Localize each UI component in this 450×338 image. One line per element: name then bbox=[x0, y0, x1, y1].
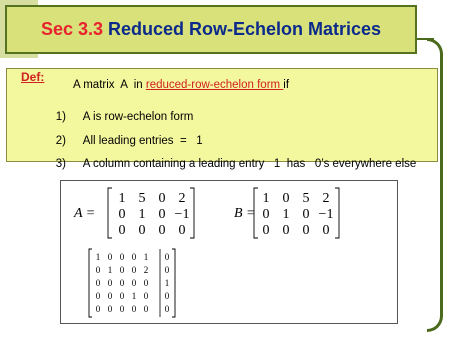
definition-term: reduced-row-echelon form bbox=[145, 79, 284, 91]
matrix-entry: 0 bbox=[322, 223, 330, 238]
matrix-entry: 0 bbox=[178, 223, 186, 238]
matrix-entry: 0 bbox=[262, 223, 270, 238]
matrix-entry: 1 bbox=[262, 191, 270, 206]
matrix-entry: 1 bbox=[95, 252, 101, 262]
list-number: 2) bbox=[55, 135, 67, 147]
matrix-entry: 1 bbox=[164, 278, 170, 288]
matrix-a bbox=[72, 182, 202, 242]
list-number: 1) bbox=[55, 111, 67, 123]
definition-label: Def: bbox=[21, 70, 45, 84]
matrix-entry: 0 bbox=[164, 252, 170, 262]
right-bracket bbox=[335, 188, 339, 238]
list-text: All leading entries = 1 bbox=[82, 135, 203, 147]
matrix-entry: 0 bbox=[107, 291, 113, 301]
matrix-entry: 0 bbox=[131, 265, 137, 275]
matrix-entry: 0 bbox=[158, 191, 166, 206]
left-bracket bbox=[108, 188, 112, 238]
definition-pre: A matrix A in bbox=[73, 79, 146, 91]
matrix-entry: 0 bbox=[164, 291, 170, 301]
matrix-a-label: A = bbox=[74, 206, 96, 221]
matrix-entry: 1 bbox=[143, 252, 149, 262]
matrix-entry: 0 bbox=[95, 291, 101, 301]
matrix-entry: −1 bbox=[174, 207, 190, 222]
list-text: A is row-echelon form bbox=[82, 111, 194, 123]
matrix-entry: 0 bbox=[131, 252, 137, 262]
matrix-entry: 0 bbox=[158, 207, 166, 222]
matrix-entry: 2 bbox=[143, 265, 149, 275]
definition-box bbox=[6, 68, 438, 170]
right-bracket bbox=[172, 249, 175, 317]
matrix-entry: 0 bbox=[164, 265, 170, 275]
matrix-entry: 0 bbox=[302, 223, 310, 238]
right-bracket bbox=[190, 188, 194, 238]
matrix-entry: 5 bbox=[302, 191, 310, 206]
section-number: Sec 3.3 bbox=[40, 19, 103, 39]
matrix-entry: 0 bbox=[107, 278, 113, 288]
matrix-entry: 0 bbox=[143, 291, 149, 301]
matrix-entry: 0 bbox=[131, 278, 137, 288]
matrix-entry: 5 bbox=[138, 191, 146, 206]
list-item bbox=[43, 146, 416, 182]
definition-post: if bbox=[283, 79, 290, 91]
matrix-entry: 0 bbox=[143, 304, 149, 314]
matrix-entry: 0 bbox=[302, 207, 310, 222]
matrix-b bbox=[232, 182, 342, 242]
matrix-entry: 1 bbox=[131, 291, 137, 301]
matrix-b-label: B = bbox=[234, 206, 256, 221]
matrix-entry: 0 bbox=[282, 223, 290, 238]
matrix-entry: 1 bbox=[282, 207, 290, 222]
left-bracket bbox=[89, 249, 92, 317]
matrix-entry: 0 bbox=[95, 278, 101, 288]
matrix-entry: 0 bbox=[131, 304, 137, 314]
matrix-entry: 2 bbox=[322, 191, 330, 206]
matrix-entry: 0 bbox=[143, 278, 149, 288]
matrix-entry: 0 bbox=[119, 265, 125, 275]
matrix-entry: 0 bbox=[118, 207, 126, 222]
list-number: 3) bbox=[55, 158, 67, 170]
matrix-entry: 1 bbox=[107, 265, 113, 275]
matrix-entry: 0 bbox=[95, 265, 101, 275]
matrix-entry: 0 bbox=[119, 304, 125, 314]
matrix-entry: 0 bbox=[119, 252, 125, 262]
matrix-entry: 0 bbox=[164, 304, 170, 314]
definition-statement bbox=[73, 79, 289, 91]
matrix-entry: 0 bbox=[95, 304, 101, 314]
matrix-entry: −1 bbox=[318, 207, 334, 222]
matrix-entry: 2 bbox=[178, 191, 186, 206]
matrix-entry: 0 bbox=[138, 223, 146, 238]
matrix-entry: 0 bbox=[107, 252, 113, 262]
matrix-entry: 0 bbox=[119, 278, 125, 288]
matrix-entry: 1 bbox=[138, 207, 146, 222]
matrix-entry: 0 bbox=[158, 223, 166, 238]
matrix-entry: 0 bbox=[118, 223, 126, 238]
matrix-entry: 0 bbox=[107, 304, 113, 314]
slide-title bbox=[5, 5, 417, 54]
matrix-augmented bbox=[86, 245, 181, 321]
matrix-entry: 0 bbox=[262, 207, 270, 222]
matrix-entry: 1 bbox=[118, 191, 126, 206]
matrix-entry: 0 bbox=[119, 291, 125, 301]
matrix-entry: 0 bbox=[282, 191, 290, 206]
list-text: A column containing a leading entry 1 has 0’s everywhere else bbox=[82, 158, 417, 170]
title-text: Reduced Row-Echelon Matrices bbox=[108, 19, 382, 39]
